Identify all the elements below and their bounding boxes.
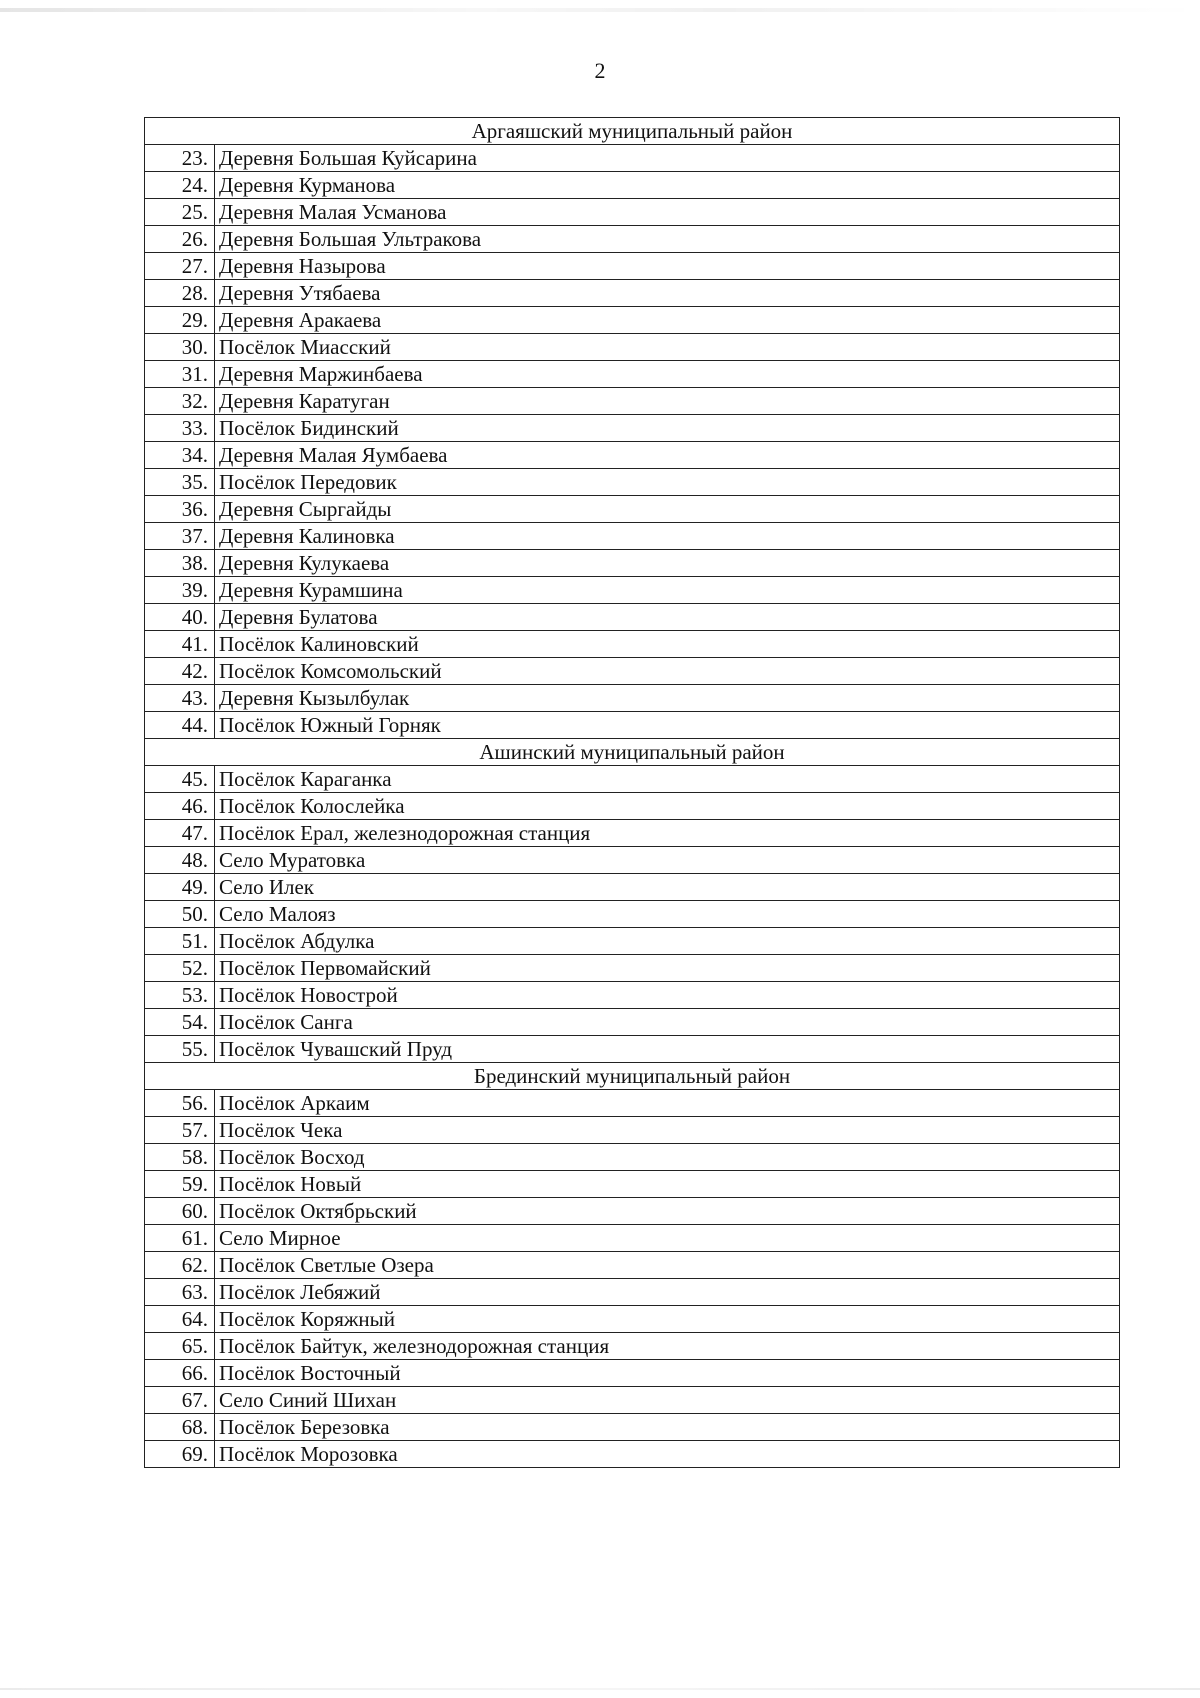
table-row (145, 361, 1120, 388)
row-number: 57. (145, 1117, 215, 1144)
table-row (145, 685, 1120, 712)
settlement-name: Посёлок Восход (215, 1144, 1120, 1171)
row-number: 55. (145, 1036, 215, 1063)
settlement-name: Деревня Калиновка (215, 523, 1120, 550)
settlement-name: Посёлок Передовик (215, 469, 1120, 496)
settlement-name: Деревня Назырова (215, 253, 1120, 280)
row-number: 66. (145, 1360, 215, 1387)
row-number: 31. (145, 361, 215, 388)
table-row (145, 415, 1120, 442)
row-number: 56. (145, 1090, 215, 1117)
table-row (145, 1090, 1120, 1117)
table-row (145, 199, 1120, 226)
table-row (145, 1117, 1120, 1144)
settlement-name: Деревня Сыргайды (215, 496, 1120, 523)
table-row (145, 631, 1120, 658)
settlement-name: Деревня Аракаева (215, 307, 1120, 334)
settlement-name: Посёлок Калиновский (215, 631, 1120, 658)
table-row (145, 1198, 1120, 1225)
region-header-row (145, 118, 1120, 145)
row-number: 62. (145, 1252, 215, 1279)
settlement-name: Деревня Большая Ультракова (215, 226, 1120, 253)
settlement-name: Посёлок Первомайский (215, 955, 1120, 982)
table-row (145, 874, 1120, 901)
table-row (145, 766, 1120, 793)
row-number: 61. (145, 1225, 215, 1252)
table-row (145, 280, 1120, 307)
settlement-name: Деревня Маржинбаева (215, 361, 1120, 388)
table-row (145, 1036, 1120, 1063)
row-number: 25. (145, 199, 215, 226)
table-row (145, 847, 1120, 874)
row-number: 41. (145, 631, 215, 658)
table-row (145, 550, 1120, 577)
table-row (145, 712, 1120, 739)
region-title: Аргаяшский муниципальный район (145, 118, 1120, 145)
table-row (145, 577, 1120, 604)
settlement-name: Деревня Булатова (215, 604, 1120, 631)
row-number: 43. (145, 685, 215, 712)
settlement-name: Посёлок Колослейка (215, 793, 1120, 820)
row-number: 50. (145, 901, 215, 928)
region-title: Брединский муниципальный район (145, 1063, 1120, 1090)
settlements-table-body (145, 118, 1120, 1468)
row-number: 68. (145, 1414, 215, 1441)
row-number: 28. (145, 280, 215, 307)
row-number: 67. (145, 1387, 215, 1414)
table-row (145, 1171, 1120, 1198)
row-number: 32. (145, 388, 215, 415)
table-row (145, 1306, 1120, 1333)
row-number: 69. (145, 1441, 215, 1468)
row-number: 24. (145, 172, 215, 199)
settlement-name: Посёлок Чувашский Пруд (215, 1036, 1120, 1063)
settlement-name: Село Илек (215, 874, 1120, 901)
settlement-name: Село Муратовка (215, 847, 1120, 874)
settlement-name: Посёлок Новострой (215, 982, 1120, 1009)
table-row (145, 334, 1120, 361)
settlement-name: Посёлок Октябрьский (215, 1198, 1120, 1225)
settlement-name: Село Мирное (215, 1225, 1120, 1252)
settlement-name: Посёлок Комсомольский (215, 658, 1120, 685)
settlement-name: Деревня Малая Усманова (215, 199, 1120, 226)
row-number: 49. (145, 874, 215, 901)
table-row (145, 1441, 1120, 1468)
row-number: 23. (145, 145, 215, 172)
table-row (145, 145, 1120, 172)
settlement-name: Посёлок Санга (215, 1009, 1120, 1036)
settlement-name: Деревня Утябаева (215, 280, 1120, 307)
row-number: 64. (145, 1306, 215, 1333)
table-row (145, 901, 1120, 928)
table-row (145, 253, 1120, 280)
settlement-name: Деревня Малая Яумбаева (215, 442, 1120, 469)
row-number: 60. (145, 1198, 215, 1225)
scan-edge-bottom (0, 1688, 1200, 1690)
table-row (145, 496, 1120, 523)
row-number: 37. (145, 523, 215, 550)
row-number: 30. (145, 334, 215, 361)
settlements-table (144, 117, 1120, 1468)
table-row (145, 982, 1120, 1009)
table-row (145, 1144, 1120, 1171)
row-number: 39. (145, 577, 215, 604)
settlements-table-wrapper (144, 117, 1120, 1468)
table-row (145, 307, 1120, 334)
table-row (145, 523, 1120, 550)
table-row (145, 469, 1120, 496)
row-number: 29. (145, 307, 215, 334)
table-row (145, 1333, 1120, 1360)
row-number: 26. (145, 226, 215, 253)
region-header-row (145, 1063, 1120, 1090)
row-number: 42. (145, 658, 215, 685)
row-number: 35. (145, 469, 215, 496)
settlement-name: Посёлок Бидинский (215, 415, 1120, 442)
settlement-name: Посёлок Байтук, железнодорожная станция (215, 1333, 1120, 1360)
settlement-name: Посёлок Коряжный (215, 1306, 1120, 1333)
row-number: 34. (145, 442, 215, 469)
table-row (145, 172, 1120, 199)
row-number: 38. (145, 550, 215, 577)
settlement-name: Посёлок Аркаим (215, 1090, 1120, 1117)
table-row (145, 793, 1120, 820)
row-number: 53. (145, 982, 215, 1009)
table-row (145, 1360, 1120, 1387)
table-row (145, 820, 1120, 847)
scan-edge-top (0, 8, 1200, 12)
row-number: 52. (145, 955, 215, 982)
row-number: 46. (145, 793, 215, 820)
table-row (145, 1387, 1120, 1414)
region-header-row (145, 739, 1120, 766)
settlement-name: Село Синий Шихан (215, 1387, 1120, 1414)
settlement-name: Посёлок Чека (215, 1117, 1120, 1144)
settlement-name: Деревня Кызылбулак (215, 685, 1120, 712)
table-row (145, 1414, 1120, 1441)
table-row (145, 955, 1120, 982)
settlement-name: Деревня Большая Куйсарина (215, 145, 1120, 172)
settlement-name: Деревня Кулукаева (215, 550, 1120, 577)
settlement-name: Посёлок Лебяжий (215, 1279, 1120, 1306)
row-number: 59. (145, 1171, 215, 1198)
settlement-name: Посёлок Березовка (215, 1414, 1120, 1441)
row-number: 33. (145, 415, 215, 442)
row-number: 48. (145, 847, 215, 874)
settlement-name: Посёлок Абдулка (215, 928, 1120, 955)
table-row (145, 388, 1120, 415)
row-number: 63. (145, 1279, 215, 1306)
row-number: 45. (145, 766, 215, 793)
settlement-name: Посёлок Миасский (215, 334, 1120, 361)
settlement-name: Село Малояз (215, 901, 1120, 928)
table-row (145, 658, 1120, 685)
table-row (145, 604, 1120, 631)
settlement-name: Посёлок Морозовка (215, 1441, 1120, 1468)
table-row (145, 1252, 1120, 1279)
page-number: 2 (594, 58, 606, 83)
table-row (145, 1225, 1120, 1252)
table-row (145, 928, 1120, 955)
row-number: 44. (145, 712, 215, 739)
row-number: 54. (145, 1009, 215, 1036)
row-number: 36. (145, 496, 215, 523)
settlement-name: Деревня Курамшина (215, 577, 1120, 604)
settlement-name: Деревня Каратуган (215, 388, 1120, 415)
row-number: 65. (145, 1333, 215, 1360)
settlement-name: Посёлок Восточный (215, 1360, 1120, 1387)
settlement-name: Деревня Курманова (215, 172, 1120, 199)
row-number: 27. (145, 253, 215, 280)
row-number: 58. (145, 1144, 215, 1171)
row-number: 47. (145, 820, 215, 847)
settlement-name: Посёлок Ерал, железнодорожная станция (215, 820, 1120, 847)
settlement-name: Посёлок Новый (215, 1171, 1120, 1198)
table-row (145, 226, 1120, 253)
table-row (145, 1279, 1120, 1306)
region-title: Ашинский муниципальный район (145, 739, 1120, 766)
table-row (145, 1009, 1120, 1036)
table-row (145, 442, 1120, 469)
settlement-name: Посёлок Караганка (215, 766, 1120, 793)
row-number: 51. (145, 928, 215, 955)
row-number: 40. (145, 604, 215, 631)
settlement-name: Посёлок Южный Горняк (215, 712, 1120, 739)
settlement-name: Посёлок Светлые Озера (215, 1252, 1120, 1279)
